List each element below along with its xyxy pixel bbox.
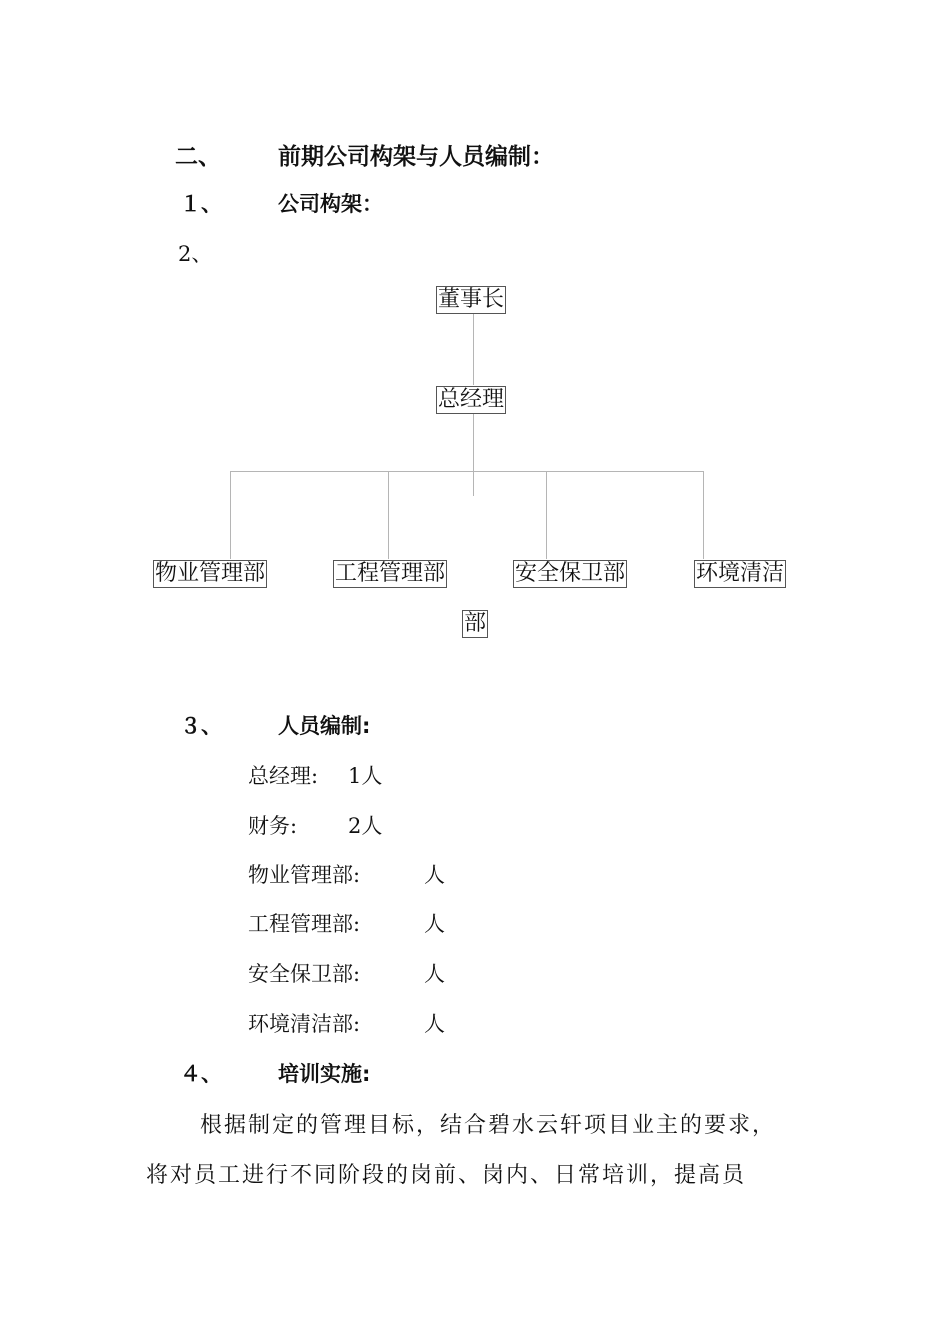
org-box-security-dept: 安全保卫部 <box>515 561 626 586</box>
org-box-property-dept: 物业管理部 <box>155 561 266 586</box>
item-3-number: ３、 <box>180 714 222 738</box>
staff-value: 人 <box>424 912 445 936</box>
item-1-number: １、 <box>180 192 222 216</box>
item-4-number: ４、 <box>180 1062 222 1086</box>
item-1-title: 公司构架： <box>278 192 383 216</box>
connector-dept-2 <box>388 471 389 559</box>
connector-gm-trunk <box>473 413 474 496</box>
connector-chairman-gm <box>473 313 474 385</box>
connector-dept-3 <box>546 471 547 559</box>
staff-label: 总经理: <box>248 764 319 788</box>
staff-label: 环境清洁部: <box>248 1012 361 1036</box>
item-2-number: 2、 <box>178 242 213 266</box>
staff-value: 2人 <box>348 814 383 838</box>
connector-dept-4 <box>703 471 704 559</box>
section-title: 前期公司构架与人员编制： <box>278 144 554 170</box>
org-box-overflow: 部 <box>464 611 487 636</box>
staff-label: 工程管理部: <box>248 912 361 936</box>
staff-label: 财务: <box>248 814 298 838</box>
org-box-chairman: 董事长 <box>438 287 505 312</box>
connector-horizontal-bar <box>230 471 704 472</box>
training-paragraph-line-2: 将对员工进行不同阶段的岗前、岗内、日常培训，提高员 <box>146 1163 747 1188</box>
training-paragraph-line-1: 根据制定的管理目标，结合碧水云轩项目业主的要求， <box>200 1113 777 1138</box>
connector-dept-1 <box>230 471 231 559</box>
org-box-engineering-dept: 工程管理部 <box>335 561 446 586</box>
staff-value: 1人 <box>348 764 383 788</box>
staff-value: 人 <box>424 863 445 887</box>
staff-value: 人 <box>424 1012 445 1036</box>
item-3-title: 人员编制: <box>278 714 371 738</box>
section-number: 二、 <box>175 144 221 170</box>
staff-label: 安全保卫部: <box>248 962 361 986</box>
staff-label: 物业管理部: <box>248 863 361 887</box>
org-box-cleaning-dept: 环境清洁 <box>696 561 785 586</box>
staff-value: 人 <box>424 962 445 986</box>
item-4-title: 培训实施: <box>278 1062 371 1086</box>
org-box-general-manager: 总经理 <box>438 387 505 412</box>
